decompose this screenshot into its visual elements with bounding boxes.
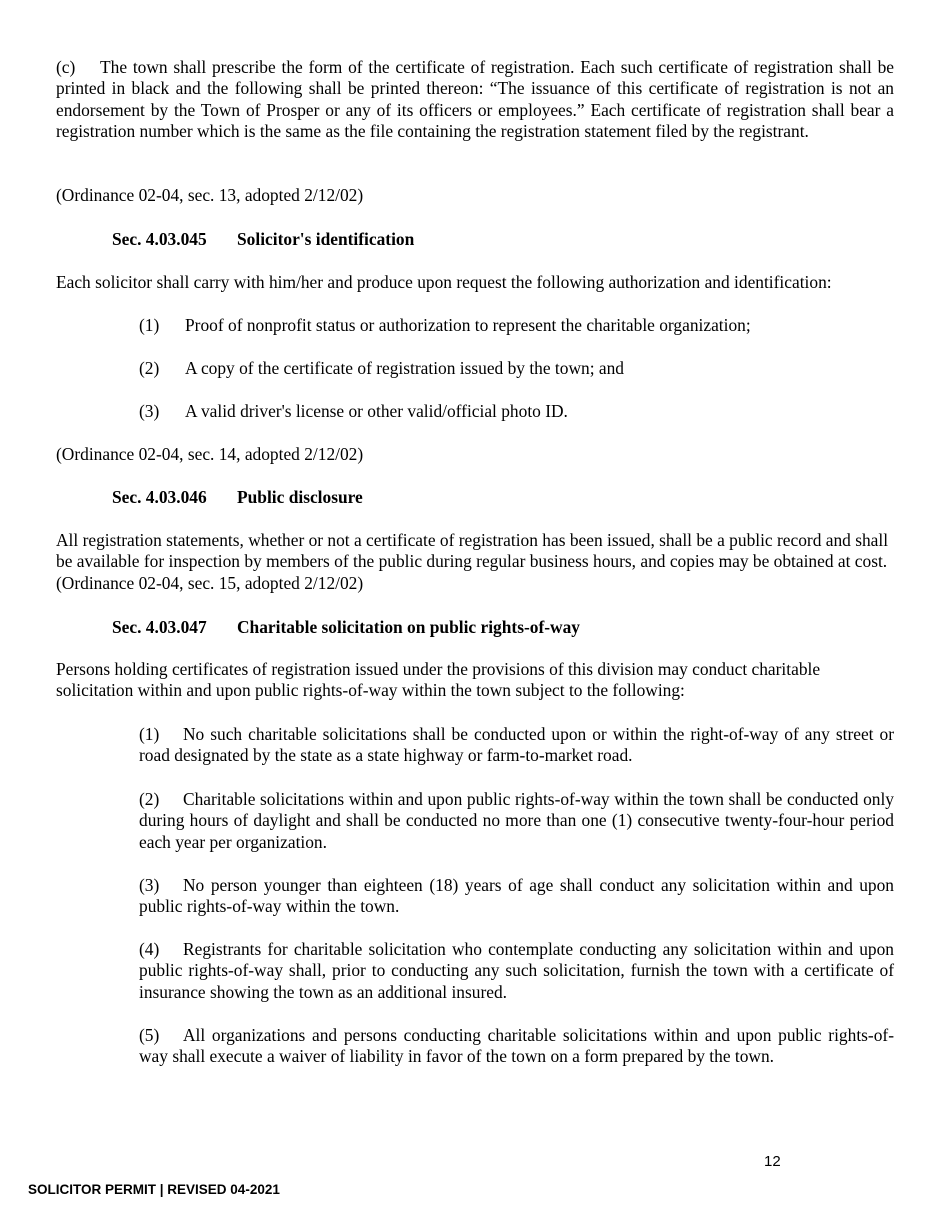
list-item-number: (2) [139,358,160,378]
list-item [139,939,894,1003]
list-item-text: All organizations and persons conducting charitable solicitations within and upon public rights-of-way shall execute a waiver of liability in favor of the town on a form prepared by the town. [139,1025,894,1067]
section-body: All registration statements, whether or not a certificate of registration has been issued, shall be a public record and shall be available for inspection by members of the public during regular business hours, and copies may be obtained at cost. (Ordinance 02-04, sec. 15, adopted 2/12/02) [56,530,889,593]
ordinance-citation-14: (Ordinance 02-04, sec. 14, adopted 2/12/02) [56,444,364,464]
list-item-number: (2) [139,789,160,809]
paragraph-text: The town shall prescribe the form of the certificate of registration. Each such certificate of registration shall be printed in black and the following shall be printed thereon: “The issuance of this certificate of registration is not an endorsement by the Town of Prosper or any of its officers or employees.” Each certificate of registration shall bear a registration number which is the same as the file containing the registration statement filed by the registrant. [56,57,894,142]
list-item-number: (4) [139,939,160,959]
list-item-number: (1) [139,315,160,335]
list-item [139,315,894,336]
list-item [139,875,894,918]
section-heading-4-03-045 [112,229,414,250]
section-title: Solicitor's identification [237,229,415,249]
section-intro: Persons holding certificates of registration issued under the provisions of this division may conduct charitable solicitation within and upon public rights-of-way within the town subject to the following: [56,659,821,701]
list-item [139,724,894,767]
paragraph-label: (c) [56,57,76,77]
list-item-number: (3) [139,875,160,895]
section-number: Sec. 4.03.047 [112,617,207,637]
document-footer: SOLICITOR PERMIT | REVISED 04-2021 [28,1182,280,1197]
list-item-text: Registrants for charitable solicitation who contemplate conducting any solicitation within and upon public rights-of-way shall, prior to conducting any such solicitation, furnish the town with a certificate of insurance showing the town as an additional insured. [139,939,894,1002]
list-item-text: No person younger than eighteen (18) years of age shall conduct any solicitation within and upon public rights-of-way within the town. [139,875,894,917]
ordinance-citation-13: (Ordinance 02-04, sec. 13, adopted 2/12/02) [56,185,364,205]
list-item [139,401,894,422]
list-item [139,1025,894,1068]
section-number: Sec. 4.03.046 [112,487,207,507]
list-item-number: (5) [139,1025,160,1045]
page-number: 12 [764,1153,781,1170]
list-item-text: No such charitable solicitations shall be conducted upon or within the right-of-way of any street or road designated by the state as a state highway or farm-to-market road. [139,724,894,766]
section-title: Public disclosure [237,487,363,507]
paragraph-c [56,57,894,143]
section-number: Sec. 4.03.045 [112,229,207,249]
list-item-text: Proof of nonprofit status or authorization to represent the charitable organization; [185,315,751,335]
section-intro: Each solicitor shall carry with him/her and produce upon request the following authorization and identification: [56,272,832,292]
section-heading-4-03-046 [112,487,363,508]
list-item [139,358,894,379]
section-heading-4-03-047 [112,617,580,638]
list-item-number: (1) [139,724,160,744]
list-item-text: Charitable solicitations within and upon public rights-of-way within the town shall be conducted only during hours of daylight and shall be conducted no more than one (1) consecutive twenty-four-hour period each year per organization. [139,789,894,852]
list-item [139,789,894,853]
list-item-number: (3) [139,401,160,421]
section-title: Charitable solicitation on public rights-of-way [237,617,580,637]
list-item-text: A copy of the certificate of registration issued by the town; and [185,358,624,378]
list-item-text: A valid driver's license or other valid/official photo ID. [185,401,568,421]
